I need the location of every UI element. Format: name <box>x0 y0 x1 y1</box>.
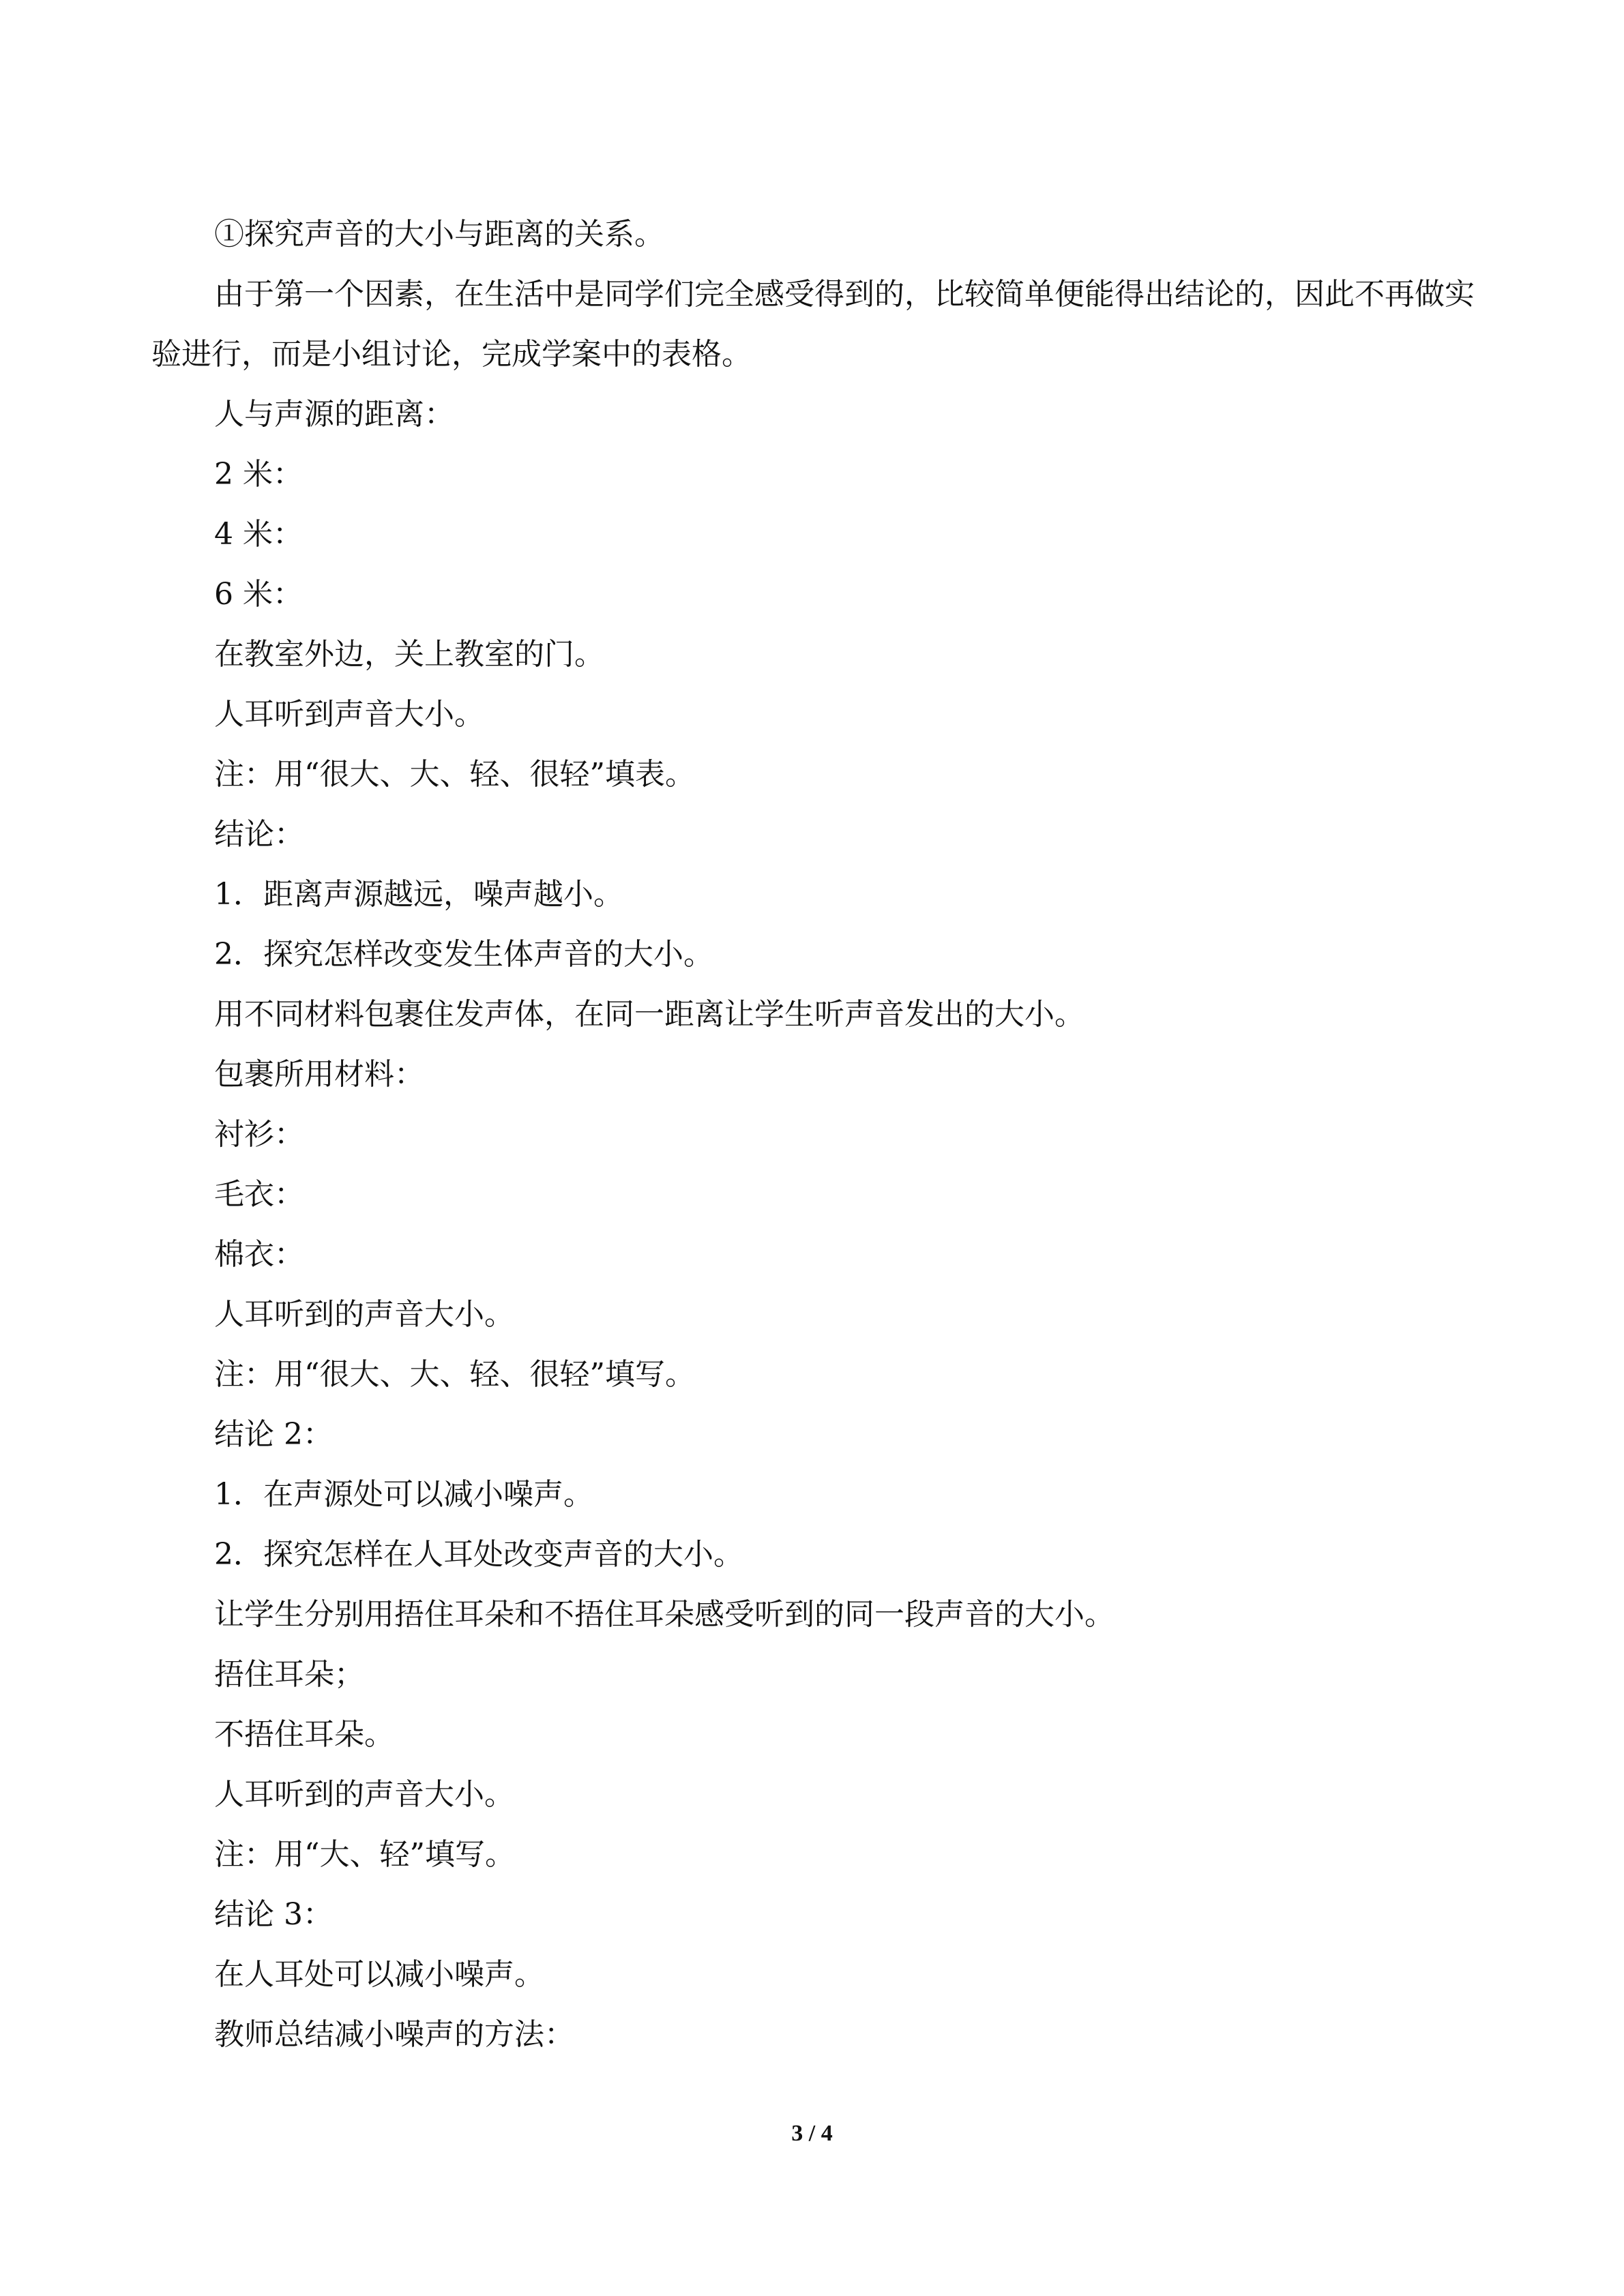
paragraph-conclusion-3: 在人耳处可以减小噪声。 <box>214 1957 544 1992</box>
paragraph-shirt: 衬衫： <box>214 1117 304 1152</box>
paragraph-conclusion-1: 1．距离声源越远，噪声越小。 <box>214 877 623 912</box>
paragraph-2m: 2 米： <box>214 457 303 492</box>
paragraph-conclusion-3-label: 结论 3： <box>214 1897 333 1932</box>
paragraph-cover-ears: 捂住耳朵； <box>214 1657 364 1692</box>
paragraph-ear-volume-2: 人耳听到的声音大小。 <box>214 1297 514 1332</box>
paragraph-heading-distance: ①探究声音的大小与距离的关系。 <box>214 217 664 252</box>
paragraph-intro: 由于第一个因素，在生活中是同学们完全感受得到的，比较简单便能得出结论的，因此不再做实验进行，而是小组讨论，完成学案中的表格。 <box>151 277 1475 372</box>
paragraph-sweater: 毛衣： <box>214 1177 304 1212</box>
paragraph-outside-classroom: 在教室外边，关上教室的门。 <box>214 637 604 672</box>
paragraph-ear-volume-3: 人耳听到的声音大小。 <box>214 1777 514 1812</box>
paragraph-conclusion-2: 1．在声源处可以减小噪声。 <box>214 1477 593 1512</box>
paragraph-conclusion-label: 结论： <box>214 817 304 852</box>
paragraph-ear-volume: 人耳听到声音大小。 <box>214 697 484 732</box>
paragraph-4m: 4 米： <box>214 517 303 552</box>
paragraph-materials-method: 用不同材料包裹住发声体，在同一距离让学生听声音发出的大小。 <box>214 997 1084 1032</box>
paragraph-teacher-summary: 教师总结减小噪声的方法： <box>214 2017 574 2052</box>
paragraph-not-cover-ears: 不捂住耳朵。 <box>214 1717 394 1752</box>
paragraph-materials-label: 包裹所用材料： <box>214 1057 424 1092</box>
paragraph-note-2: 注：用“很大、大、轻、很轻”填写。 <box>214 1357 695 1392</box>
paragraph-note-3: 注：用“大、轻”填写。 <box>214 1837 515 1872</box>
paragraph-cotton-coat: 棉衣： <box>214 1237 304 1272</box>
paragraph-note-1: 注：用“很大、大、轻、很轻”填表。 <box>214 757 695 792</box>
paragraph-6m: 6 米： <box>214 577 303 612</box>
paragraph-distance-label: 人与声源的距离： <box>214 397 454 432</box>
paragraph-ear-method: 让学生分别用捂住耳朵和不捂住耳朵感受听到的同一段声音的大小。 <box>214 1597 1114 1632</box>
paragraph-explore-source: 2．探究怎样改变发生体声音的大小。 <box>214 937 713 972</box>
document-body <box>151 205 1475 2065</box>
paragraph-conclusion-2-label: 结论 2： <box>214 1417 333 1452</box>
paragraph-explore-ear: 2．探究怎样在人耳处改变声音的大小。 <box>214 1537 743 1572</box>
page-number: 3 / 4 <box>791 2121 833 2146</box>
